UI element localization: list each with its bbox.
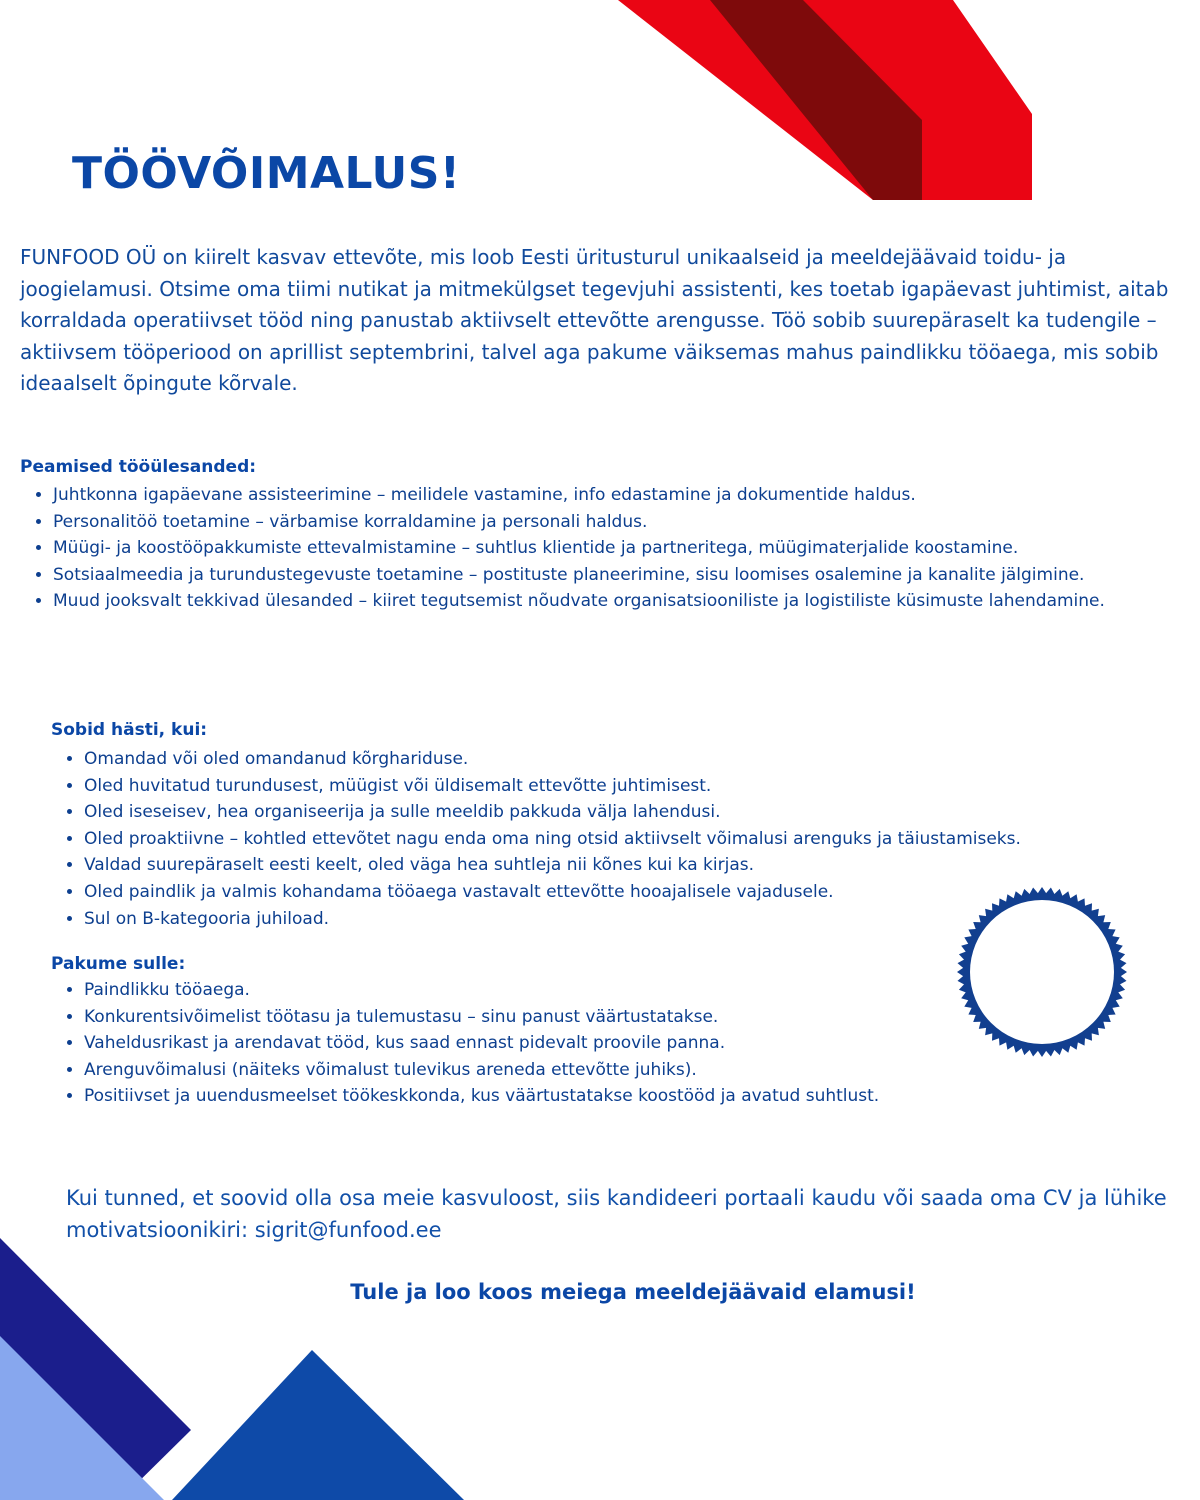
list-item: • Konkurentsivõimelist töötasu ja tulemustasu – sinu panust väärtustatakse. — [84, 1004, 1200, 1031]
list-item: • Positiivset ja uuendusmeelset töökeskkonda, kus väärtustatakse koostööd ja avatud suhtlust. — [84, 1083, 1200, 1110]
list-item: • Sotsiaalmeedia ja turundustegevuste toetamine – postituste planeerimine, sisu loomises osalemine ja kanalite jälgimine. — [53, 562, 1200, 589]
blue-diamond-shape — [172, 1350, 464, 1500]
list-item: • Oled proaktiivne – kohtled ettevõtet nagu enda oma ning otsid aktiivselt võimalusi arenguks ja täiustamiseks. — [84, 826, 1200, 853]
list-item: • Sul on B-kategooria juhiload. — [84, 906, 1200, 933]
duties-heading: Peamised tööülesanded: — [20, 457, 257, 477]
list-item: • Müügi- ja koostööpakkumiste ettevalmistamine – suhtlus klientide ja partneritega, müügimaterjalide koostamine. — [53, 535, 1200, 562]
slogan: Tule ja loo koos meiega meeldejäävaid elamusi! — [350, 1280, 916, 1304]
list-item: • Muud jooksvalt tekkivad ülesanded – kiiret tegutsemist nõudvate organisatsiooniliste ja logistiliste küsimuste lahendamine. — [53, 588, 1200, 615]
list-item: • Oled iseseisev, hea organiseerija ja sulle meeldib pakkuda välja lahendusi. — [84, 799, 1200, 826]
list-item: • Juhtkonna igapäevane assisteerimine – meilidele vastamine, info edastamine ja dokumentide haldus. — [53, 482, 1200, 509]
list-item: • Arenguvõimalusi (näiteks võimalust tulevikus areneda ettevõtte juhiks). — [84, 1057, 1200, 1084]
list-item: • Oled huvitatud turundusest, müügist või üldisemalt ettevõtte juhtimisest. — [84, 773, 1200, 800]
list-item: • Oled paindlik ja valmis kohandama tööaega vastavalt ettevõtte hooajalisele vajadusele. — [84, 879, 1200, 906]
offer-list — [51, 977, 1200, 1110]
intro-paragraph: FUNFOOD OÜ on kiirelt kasvav ettevõte, mis loob Eesti üritusturul unikaalseid ja meeldejäävaid toidu- ja joogielamusi. Otsime oma tiimi nutikat ja mitmekülgset tegevjuhi assistenti, kes toetab igapäevast juhtimist, aitab korraldada operatiivset tööd ning panustab aktiivselt ettevõtte arengusse. Töö sobib suurepäraselt ka tudengile – aktiivsem tööperiood on aprillist septembrini, talvel aga pakume väiksemas mahus paindlikku tööaega, mis sobib ideaalselt õpingute kõrvale. — [20, 245, 1169, 395]
fit-list — [51, 746, 1200, 932]
list-item: • Paindlikku tööaega. — [84, 977, 1200, 1004]
closing-paragraph: Kui tunned, et soovid olla osa meie kasvuloost, siis kandideeri portaali kaudu või saada oma CV ja lühike motivatsioonikiri: sigrit@funfood.ee — [66, 1186, 1167, 1242]
offer-heading: Pakume sulle: — [51, 954, 186, 974]
page-title: TÖÖVÕIMALUS! — [72, 148, 461, 199]
duties-list — [20, 482, 1200, 615]
list-item: • Vaheldusrikast ja arendavat tööd, kus saad ennast pidevalt proovile panna. — [84, 1030, 1200, 1057]
fit-heading: Sobid hästi, kui: — [51, 720, 208, 740]
list-item: • Omandad või oled omandanud kõrghariduse. — [84, 746, 1200, 773]
list-item: • Valdad suurepäraselt eesti keelt, oled väga hea suhtleja nii kõnes kui ka kirjas. — [84, 852, 1200, 879]
list-item: • Personalitöö toetamine – värbamise korraldamine ja personali haldus. — [53, 509, 1200, 536]
